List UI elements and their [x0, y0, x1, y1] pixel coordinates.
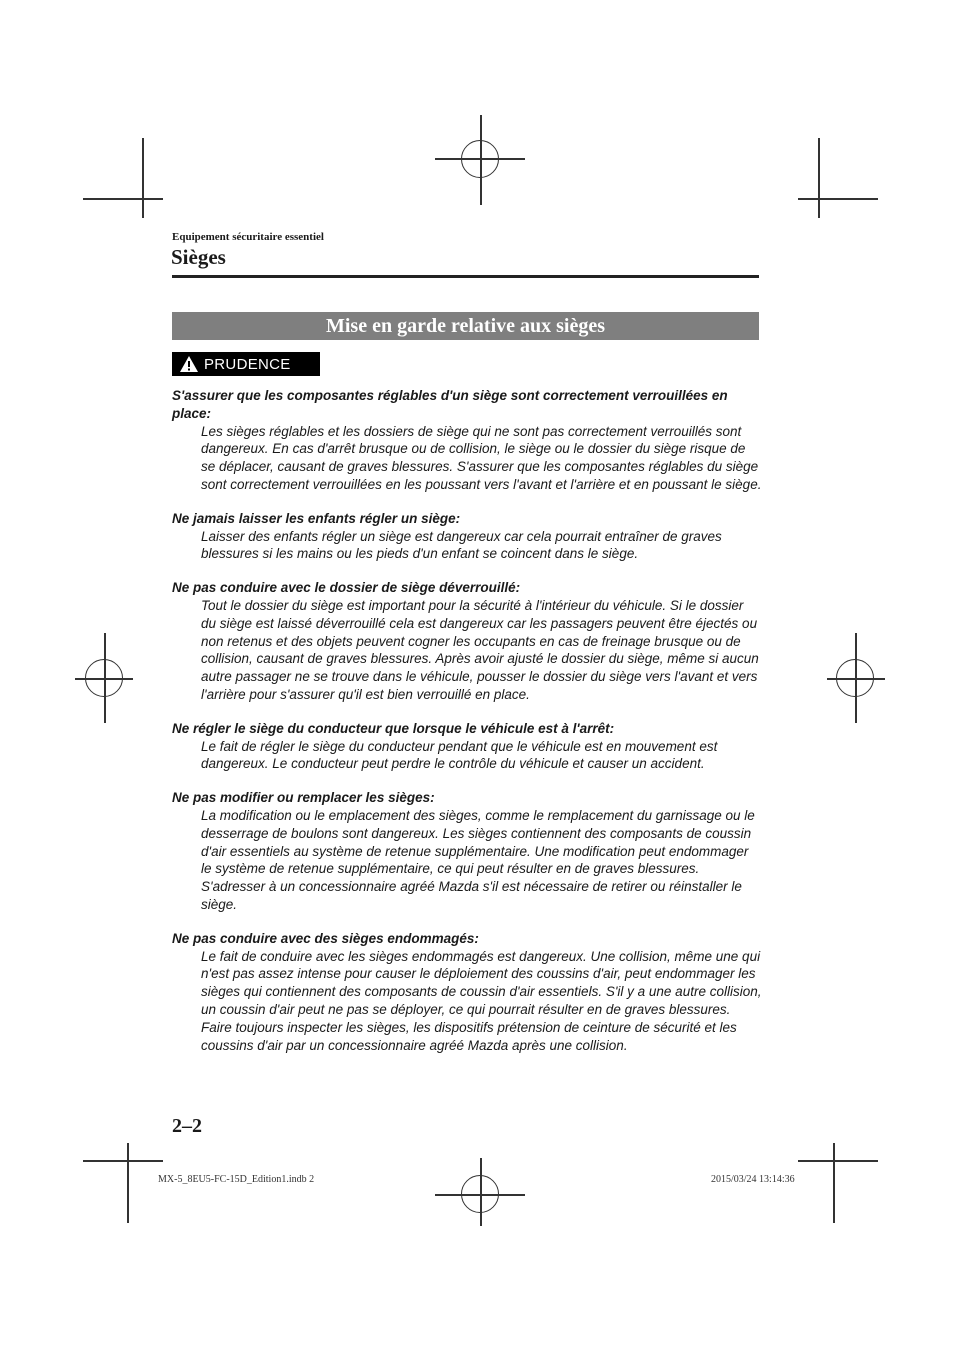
- crop-mark: [83, 1160, 163, 1162]
- warning-triangle-icon: [179, 355, 199, 373]
- crop-mark: [833, 1143, 835, 1223]
- section-kicker: Equipement sécuritaire essentiel: [172, 231, 324, 243]
- print-slug-file: MX-5_8EU5-FC-15D_Edition1.indb 2: [158, 1174, 315, 1185]
- warning-body: Laisser des enfants régler un siège est dangereux car cela pourrait entraîner de graves blessures si les mains ou les pieds d'un enfant se coincent dans le siège.: [201, 528, 722, 562]
- warning-item: [172, 930, 762, 1055]
- warning-body: Les sièges réglables et les dossiers de siège qui ne sont pas correctement verrouillés sont dangereux. En cas d'arrêt brusque ou de collision, le siège ou le dossier du siège risque de se déplacer, causant de graves blessures. S'assurer que les composantes réglables du siège sont correctement verrouillées en les poussant vers l'avant et l'arrière et en poussant le siège.: [201, 423, 762, 492]
- warning-body: La modification ou le emplacement des sièges, comme le remplacement du garnissage ou le desserrage de boulons sont dangereux. Les sièges contiennent des composants de coussin d'air essentiels au système de retenue supplémentaire. Une modification peut endommager le système de retenue supplémentaire, ce qui peut résulter en de graves blessures. S'adresser à un concessionnaire agréé Mazda s'il est nécessaire de retirer ou réinstaller le siège.: [201, 807, 755, 912]
- warning-heading: Ne régler le siège du conducteur que lorsque le véhicule est à l'arrêt:: [172, 720, 615, 736]
- warning-item: [172, 789, 762, 914]
- crop-mark: [127, 1143, 129, 1223]
- warning-heading: Ne pas modifier ou remplacer les sièges:: [172, 790, 435, 806]
- crop-mark: [142, 138, 144, 218]
- print-slug-date: 2015/03/24 13:14:36: [711, 1174, 795, 1185]
- warning-item: [172, 720, 762, 773]
- crop-mark: [818, 138, 820, 218]
- warning-list: [172, 387, 762, 1070]
- crop-mark: [83, 198, 163, 200]
- page-title: Sièges: [171, 245, 226, 269]
- warning-heading: Ne pas conduire avec des sièges endommagés:: [172, 930, 479, 946]
- crop-mark: [798, 198, 878, 200]
- warning-body: Le fait de conduire avec les sièges endommagés est dangereux. Une collision, même une qui n'est pas assez intense pour causer le déploiement des coussins d'air, peut endommager les sièges qui contiennent des composants de coussin d'air essentiels. S'il y a une autre collision, un coussin d'air peut ne pas se déployer, ce qui pourrait résulter en de graves blessures. Faire toujours inspecter les sièges, les dispositifs prétension de ceinture de sécurité et les coussins d'air par un concessionnaire agréé Mazda après une collision.: [201, 948, 762, 1053]
- section-banner: Mise en garde relative aux sièges: [172, 312, 759, 340]
- warning-heading: Ne pas conduire avec le dossier de siège déverrouillé:: [172, 580, 521, 596]
- crop-mark: [798, 1160, 878, 1162]
- warning-heading: S'assurer que les composantes réglables d'un siège sont correctement verrouillées en place:: [172, 388, 728, 421]
- title-divider: [172, 275, 759, 278]
- caution-text: PRUDENCE: [204, 355, 291, 373]
- warning-heading: Ne jamais laisser les enfants régler un siège:: [172, 510, 461, 526]
- warning-body: Tout le dossier du siège est important pour la sécurité à l'intérieur du véhicule. Si le dossier du siège est laissé déverrouillé cela est dangereux car les passagers peuvent être éjectés ou non retenus et des objets peuvent cogner les occupants en cas de freinage brusque ou de collision, causant de graves blessures. Après avoir ajusté le dossier du siège, même si aucun autre passager ne se trouve dans le véhicule, pousser le dossier du siège vers l'avant et vers l'arrière pour s'assurer qu'il est bien verrouillé en place.: [201, 597, 759, 702]
- warning-body: Le fait de régler le siège du conducteur pendant que le véhicule est en mouvement est dangereux. Le conducteur peut perdre le contrôle du véhicule et causer un accident.: [201, 738, 718, 772]
- page-number: 2–2: [172, 1115, 202, 1137]
- warning-item: [172, 510, 762, 563]
- warning-item: [172, 579, 762, 704]
- caution-label: [172, 352, 320, 376]
- warning-item: [172, 387, 762, 494]
